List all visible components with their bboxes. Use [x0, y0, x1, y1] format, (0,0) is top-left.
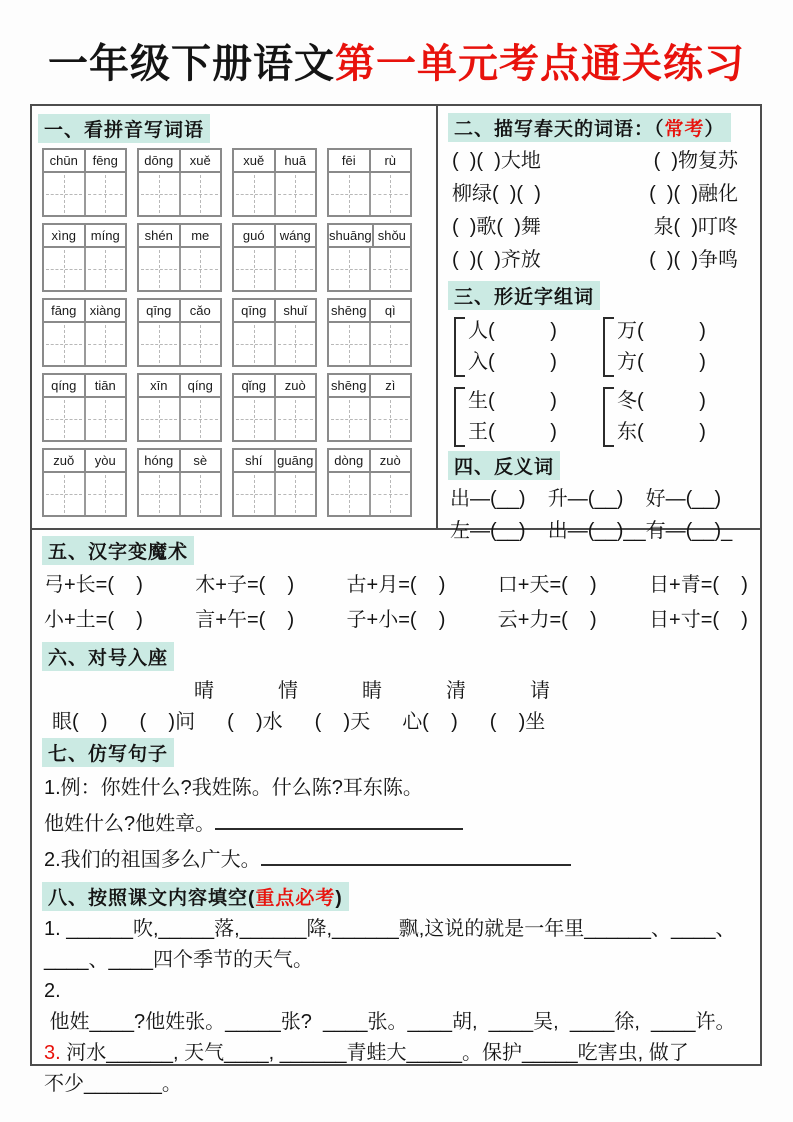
pinyin-syllable: xiàng: [89, 303, 121, 318]
pinyin-block: [137, 448, 222, 517]
writing-cells: [139, 248, 220, 290]
top-two-column-area: [32, 106, 760, 542]
pinyin-syllable: cǎo: [189, 303, 211, 318]
bracket-icon: [603, 387, 614, 447]
paren-close: ）: [704, 119, 725, 140]
section-1-pinyin: [32, 106, 438, 528]
fill-in-line: [42, 1069, 750, 1100]
sentence-text: 他姓什么?他姓章。: [44, 813, 216, 835]
writing-cells: [329, 173, 410, 215]
pair-top-char: 冬: [617, 390, 637, 412]
writing-cells: [329, 398, 410, 440]
page-title: [0, 32, 793, 89]
line-number: 3.: [44, 1042, 61, 1064]
writing-cell: [329, 398, 369, 440]
bottom-full-width-area: [32, 530, 760, 1100]
bracket-icon: [454, 317, 465, 377]
pinyin-cells: [139, 450, 220, 473]
line-number: 2.: [44, 980, 61, 1002]
pinyin-syllable: dòng: [329, 450, 371, 471]
pair-bottom-row: [617, 418, 706, 447]
pinyin-cells: [139, 225, 220, 248]
pinyin-block: [327, 448, 412, 517]
writing-cell: [139, 473, 179, 515]
writing-cells: [234, 473, 315, 515]
equation: 口+天=( ): [497, 574, 597, 596]
pinyin-cells: [44, 300, 125, 323]
writing-cell: [84, 323, 126, 365]
pinyin-syllable: dōng: [139, 150, 181, 171]
writing-cells: [139, 323, 220, 365]
char-blank: 眼( ): [52, 711, 108, 733]
char-pair: [454, 387, 603, 447]
writing-cell: [234, 473, 274, 515]
writing-cell: [139, 398, 179, 440]
pair-top-char: 人: [468, 320, 488, 342]
writing-cell: [84, 173, 126, 215]
pinyin-syllable: míng: [90, 228, 120, 243]
fill-in-line: [42, 976, 750, 1038]
writing-cell: [84, 473, 126, 515]
pinyin-syllable: guó: [234, 225, 276, 246]
pinyin-block: [42, 373, 127, 442]
word-blank-left: ( )( )大地: [452, 150, 541, 172]
pinyin-syllable: rù: [384, 153, 397, 168]
fill-text: 不少_______。: [44, 1073, 182, 1095]
pinyin-cells: [234, 225, 315, 248]
sentence-with-blank-2: [42, 842, 750, 878]
writing-cells: [44, 248, 125, 290]
writing-cell: [369, 173, 411, 215]
pinyin-cells: [329, 450, 410, 473]
writing-cell: [179, 398, 221, 440]
writing-cell: [274, 398, 316, 440]
writing-cells: [44, 473, 125, 515]
similar-char-pairs: [448, 313, 752, 447]
blank-paren: ( ): [637, 351, 706, 373]
pinyin-syllable: zuò: [284, 378, 306, 393]
blank-paren: ( ): [637, 421, 706, 443]
pair-top-row: [617, 317, 706, 346]
section-8-header: [42, 882, 349, 911]
section-7-header: 七、仿写句子: [42, 738, 174, 767]
pinyin-cells: [329, 300, 410, 323]
writing-cells: [234, 173, 315, 215]
writing-cell: [369, 473, 411, 515]
writing-cell: [139, 323, 179, 365]
pair-top-char: 万: [617, 320, 637, 342]
bracket-icon: [603, 317, 614, 377]
pinyin-syllable: shuǐ: [283, 303, 308, 318]
char-pair-rows: [468, 387, 557, 447]
antonym-lines: [448, 483, 752, 547]
equation: 小+土=( ): [44, 609, 143, 631]
paren-open: （: [654, 119, 665, 140]
pinyin-syllable: qǐng: [234, 375, 276, 396]
pinyin-syllable: tiān: [94, 378, 116, 393]
pinyin-syllable: guāng: [277, 453, 314, 468]
pinyin-block: [137, 223, 222, 292]
pinyin-syllable: yòu: [94, 453, 116, 468]
pinyin-block: [327, 373, 412, 442]
paren-open: (: [248, 888, 256, 909]
equation-row: [42, 603, 750, 638]
section-3-header: 三、形近字组词: [448, 281, 600, 310]
equation: 言+午=( ): [195, 609, 295, 631]
writing-cell: [234, 173, 274, 215]
pinyin-syllable: fēi: [329, 150, 371, 171]
pinyin-block: [232, 448, 317, 517]
pinyin-cells: [44, 150, 125, 173]
writing-cell: [84, 398, 126, 440]
blank-paren: ( ): [488, 421, 557, 443]
fill-in-line: [42, 914, 750, 945]
pinyin-syllable: zuǒ: [44, 450, 86, 471]
char-pair-rows: [617, 317, 706, 377]
pinyin-cells: [139, 375, 220, 398]
char-magic-rows: [42, 568, 750, 638]
pinyin-block: [42, 298, 127, 367]
pinyin-block: [42, 148, 127, 217]
word-blank-right: ( )( )争鸣: [649, 249, 738, 271]
writing-cell: [274, 248, 316, 290]
equation: 弓+长=( ): [44, 574, 143, 596]
char-blank: ( )天: [314, 711, 371, 733]
char-pair-rows: [617, 387, 706, 447]
answer-blank-line: [261, 850, 571, 866]
writing-cell: [179, 173, 221, 215]
pinyin-block: [327, 223, 412, 292]
section-5-header: 五、汉字变魔术: [42, 536, 194, 565]
char-blank: ( )坐: [489, 711, 546, 733]
section-8-tag: 重点必考: [255, 888, 336, 909]
title-red-part: 第一单元考点通关练习: [335, 42, 745, 86]
blank-paren: ( ): [488, 320, 557, 342]
pinyin-cells: [329, 225, 410, 248]
pinyin-syllable: qīng: [234, 300, 276, 321]
fill-text: ______吹,_____落,______降,______飘,这说的就是一年里______、____、: [60, 918, 736, 940]
word-blank-left: 柳绿( )( ): [452, 183, 541, 205]
writing-cell: [329, 173, 369, 215]
pinyin-syllable: shí: [234, 450, 276, 471]
fill-in-line: [42, 945, 750, 976]
pinyin-block: [137, 298, 222, 367]
pair-top-row: [617, 387, 706, 416]
fill-in-lines: [42, 914, 750, 1100]
equation: 古+月=( ): [346, 574, 446, 596]
example-sentence: 1.例：你姓什么?我姓陈。什么陈?耳东陈。: [44, 777, 423, 799]
answer-blank-line: [215, 814, 463, 830]
writing-cells: [44, 323, 125, 365]
writing-cell: [44, 398, 84, 440]
equation: 日+寸=( ): [649, 609, 748, 631]
writing-cell: [139, 248, 179, 290]
pinyin-syllable: chūn: [44, 150, 86, 171]
spring-words-line: [448, 145, 752, 178]
char-pair-rows: [468, 317, 557, 377]
writing-cell: [234, 398, 274, 440]
pinyin-cells: [139, 300, 220, 323]
blank-paren: ( ): [488, 351, 557, 373]
sentence-text: 2.我们的祖国多么广大。: [44, 849, 261, 871]
pinyin-syllable: huā: [284, 153, 307, 168]
writing-cells: [329, 473, 410, 515]
section-2-tag: 常考: [664, 119, 705, 140]
char-blank: ( )问: [139, 711, 196, 733]
blank-paren: ( ): [637, 320, 706, 342]
pinyin-block: [327, 298, 412, 367]
spring-words-line: [448, 211, 752, 244]
pinyin-syllable: wáng: [279, 228, 311, 243]
pair-bottom-row: [468, 348, 557, 377]
pair-bottom-char: 东: [617, 421, 637, 443]
writing-cell: [274, 323, 316, 365]
char-blanks-row: [52, 705, 750, 734]
writing-cell: [84, 248, 126, 290]
pinyin-cells: [234, 450, 315, 473]
pinyin-block: [137, 373, 222, 442]
pinyin-cells: [139, 150, 220, 173]
pinyin-syllable: qì: [384, 303, 396, 318]
writing-cells: [44, 398, 125, 440]
pinyin-row: [42, 223, 432, 292]
spring-words-lines: [448, 145, 752, 277]
pinyin-cells: [329, 150, 410, 173]
word-blank-left: ( )歌( )舞: [452, 216, 541, 238]
char-blank: 心( ): [402, 711, 458, 733]
pinyin-cells: [234, 300, 315, 323]
writing-cell: [179, 248, 221, 290]
blank-paren: ( ): [488, 390, 557, 412]
equation: 木+子=( ): [195, 574, 295, 596]
equation-row: [42, 568, 750, 603]
writing-cell: [274, 473, 316, 515]
section-8-header-text: 八、按照课文内容填空: [48, 888, 249, 909]
pinyin-syllable: shēng: [329, 375, 371, 396]
pair-bottom-row: [468, 418, 557, 447]
writing-cells: [329, 323, 410, 365]
spring-words-line: [448, 178, 752, 211]
pinyin-syllable: qíng: [187, 378, 213, 393]
pinyin-cells: [44, 450, 125, 473]
section-2-header-text: 二、描写春天的词语：: [454, 119, 655, 140]
blank-paren: ( ): [637, 390, 706, 412]
writing-cell: [369, 248, 411, 290]
writing-cell: [44, 173, 84, 215]
pair-bottom-char: 王: [468, 421, 488, 443]
option-char: 情: [278, 680, 298, 702]
pair-top-row: [468, 387, 557, 416]
option-char: 清: [446, 680, 466, 702]
writing-cells: [139, 173, 220, 215]
writing-cells: [329, 248, 410, 290]
writing-cell: [234, 248, 274, 290]
pinyin-block: [232, 148, 317, 217]
char-pair: [454, 317, 603, 377]
pinyin-row: [42, 148, 432, 217]
pair-bottom-char: 方: [617, 351, 637, 373]
title-black-part: 一年级下册语文: [48, 42, 335, 86]
writing-cell: [369, 398, 411, 440]
fill-in-line: [42, 1038, 750, 1069]
pinyin-block: [232, 373, 317, 442]
char-blank: ( )水: [227, 711, 283, 733]
writing-cell: [44, 473, 84, 515]
sentence-with-blank-1: [42, 806, 750, 842]
writing-cells: [234, 398, 315, 440]
pair-top-row: [468, 317, 557, 346]
pinyin-syllable: qīng: [139, 300, 181, 321]
right-column: [438, 106, 760, 542]
pinyin-syllable: shēng: [329, 300, 371, 321]
writing-cell: [329, 323, 369, 365]
pair-bottom-char: 入: [468, 351, 488, 373]
pinyin-block: [327, 148, 412, 217]
pinyin-syllable: shén: [139, 225, 181, 246]
pinyin-syllable: xīn: [139, 375, 181, 396]
equation: 日+青=( ): [649, 574, 748, 596]
pinyin-syllable: hóng: [139, 450, 181, 471]
equation: 云+力=( ): [497, 609, 597, 631]
pinyin-cells: [44, 225, 125, 248]
section-4-header: 四、反义词: [448, 451, 560, 480]
writing-cell: [44, 323, 84, 365]
section-1-header: 一、看拼音写词语: [38, 114, 210, 143]
option-char: 睛: [362, 680, 382, 702]
char-pair: [603, 387, 752, 447]
pinyin-cells: [44, 375, 125, 398]
spring-words-line: [448, 244, 752, 277]
worksheet-frame: [30, 104, 762, 1095]
char-options-row: [194, 674, 750, 703]
bracket-icon: [454, 387, 465, 447]
paren-close: ): [335, 888, 343, 909]
writing-cells: [234, 248, 315, 290]
word-blank-right: 泉( )叮咚: [653, 216, 738, 238]
writing-cell: [179, 473, 221, 515]
pinyin-cells: [234, 150, 315, 173]
writing-cell: [179, 323, 221, 365]
equation: 子+小=( ): [346, 609, 446, 631]
pinyin-block: [232, 298, 317, 367]
fill-text: 他姓____?他姓张。_____张? ____张。____胡, ____吴, ____徐, ____许。: [44, 1011, 736, 1033]
pinyin-cells: [329, 375, 410, 398]
pinyin-syllable: qíng: [44, 375, 86, 396]
pinyin-syllable: fēng: [92, 153, 118, 168]
fill-text: 河水______, 天气____, ______青蛙大_____。保护_____吃害虫, 做了: [60, 1042, 689, 1064]
writing-cell: [369, 323, 411, 365]
pinyin-grid: [38, 148, 432, 517]
pinyin-syllable: xìng: [44, 225, 86, 246]
antonym-line: 出—(__) 升—(__) 好—(__): [450, 488, 722, 510]
writing-cell: [329, 248, 369, 290]
pinyin-syllable: me: [191, 228, 210, 243]
writing-cell: [234, 323, 274, 365]
pinyin-block: [42, 448, 127, 517]
writing-cells: [44, 173, 125, 215]
fill-text: ____、____四个季节的天气。: [44, 949, 313, 971]
pinyin-syllable: shǒu: [377, 228, 406, 243]
pinyin-block: [42, 223, 127, 292]
word-blank-right: ( )物复苏: [653, 150, 738, 172]
option-char: 晴: [194, 680, 214, 702]
writing-cell: [139, 173, 179, 215]
section-6-header: 六、对号入座: [42, 642, 174, 671]
section-2-header: [448, 113, 731, 142]
pinyin-syllable: sè: [193, 453, 208, 468]
writing-cell: [44, 248, 84, 290]
pinyin-syllable: zì: [385, 378, 396, 393]
word-blank-right: ( )( )融化: [649, 183, 738, 205]
pinyin-cells: [234, 375, 315, 398]
pinyin-block: [232, 223, 317, 292]
writing-cell: [329, 473, 369, 515]
pinyin-syllable: shuāng: [329, 225, 374, 246]
writing-cells: [139, 473, 220, 515]
writing-cell: [274, 173, 316, 215]
pinyin-row: [42, 298, 432, 367]
pinyin-syllable: zuò: [379, 453, 401, 468]
writing-cells: [139, 398, 220, 440]
pinyin-syllable: xuě: [189, 153, 211, 168]
pinyin-syllable: fāng: [44, 300, 86, 321]
pair-bottom-row: [617, 348, 706, 377]
pair-top-char: 生: [468, 390, 488, 412]
char-pair: [603, 317, 752, 377]
pinyin-row: [42, 373, 432, 442]
pinyin-block: [137, 148, 222, 217]
writing-cells: [234, 323, 315, 365]
pinyin-syllable: xuě: [234, 150, 276, 171]
antonym-line: 左—(__) 出—(__)__有—(__)_: [450, 520, 733, 542]
pinyin-row: [42, 448, 432, 517]
word-blank-left: ( )( )齐放: [452, 249, 541, 271]
option-char: 请: [530, 680, 550, 702]
line-number: 1.: [44, 918, 61, 940]
